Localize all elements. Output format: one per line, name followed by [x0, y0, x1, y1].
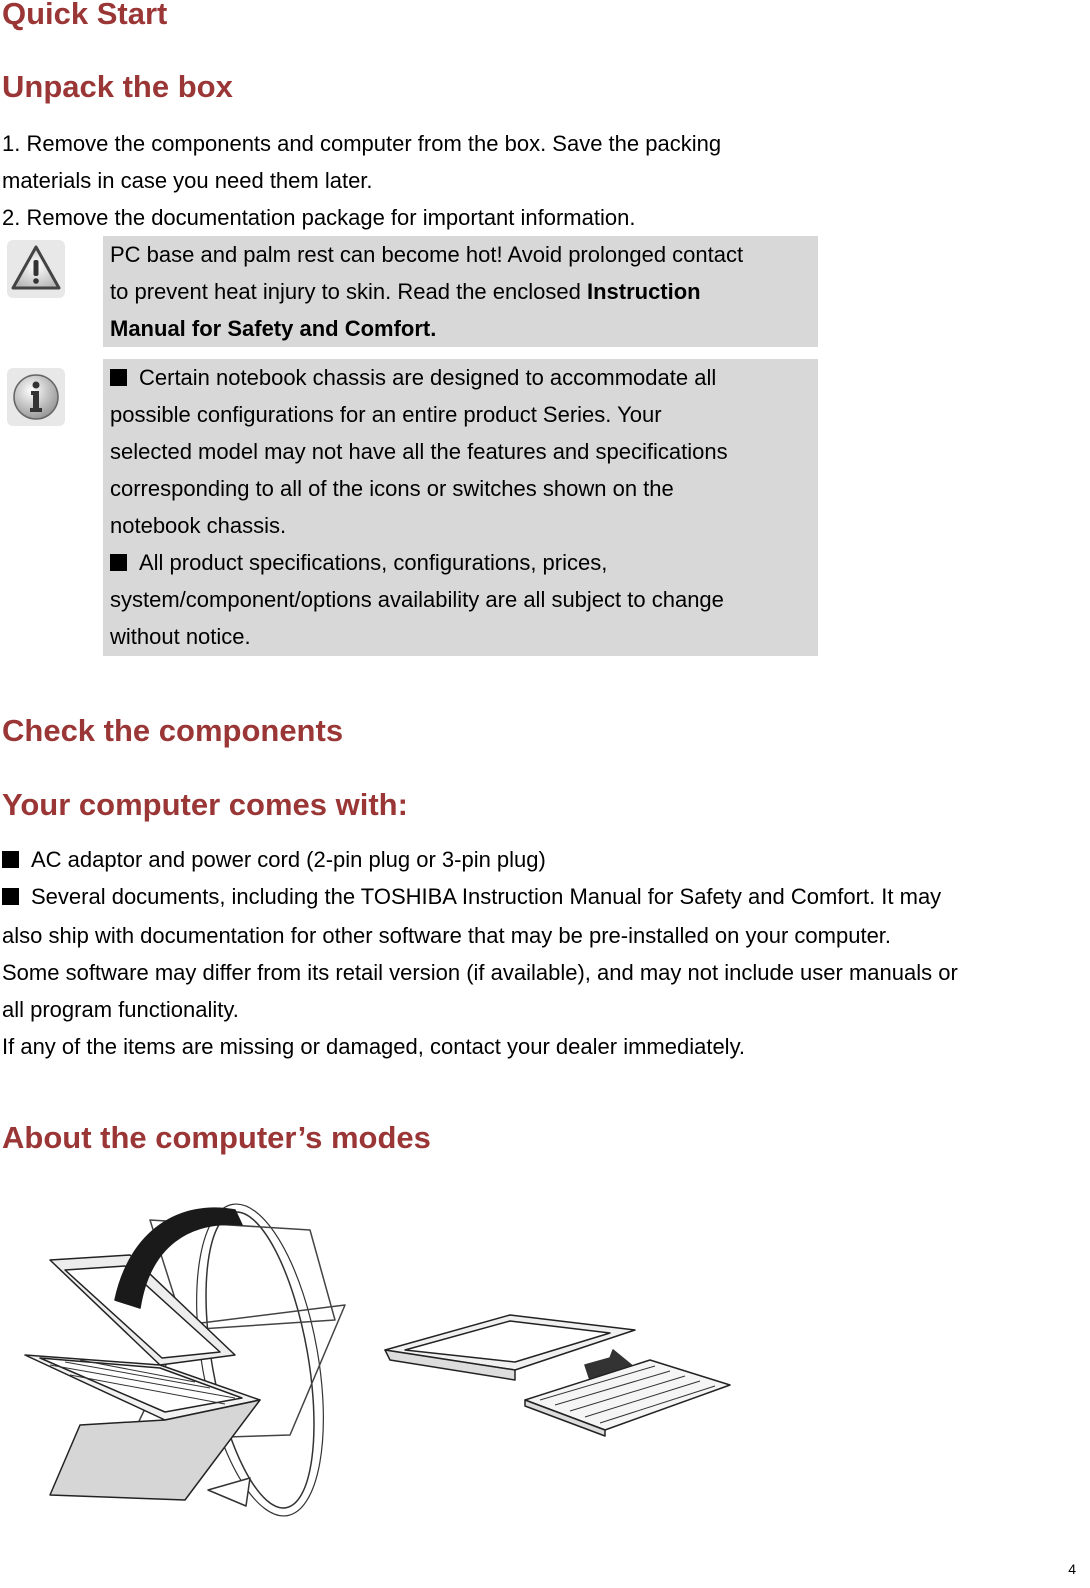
- subheading-comes-with: Your computer comes with:: [2, 787, 408, 822]
- step2: 2. Remove the documentation package for important information.: [2, 205, 636, 230]
- page-number: 4: [1068, 1561, 1076, 1577]
- software-note-line1: Some software may differ from its retail version (if available), and may not include user manuals or: [2, 960, 958, 985]
- warning-bold-a: Instruction: [586, 279, 701, 304]
- software-note-line2: all program functionality.: [2, 997, 239, 1022]
- warning-bold-b: Manual for Safety and Comfort.: [110, 316, 437, 341]
- info-bullet1-line4: corresponding to all of the icons or switches shown on the: [110, 476, 674, 501]
- warning-text-line1: PC base and palm rest can become hot! Avoid prolonged contact: [110, 242, 744, 267]
- info-icon: [5, 366, 67, 428]
- bullet-square-icon: [2, 888, 19, 905]
- warning-note: [103, 236, 818, 347]
- missing-items-note: If any of the items are missing or damaged, contact your dealer immediately.: [2, 1034, 746, 1059]
- info-bullet1-line5: notebook chassis.: [110, 513, 287, 538]
- component-item-2-line1: Several documents, including the TOSHIBA Instruction Manual for Safety and Comfort. It may: [2, 878, 941, 915]
- laptop-flip-illustration: [25, 1194, 345, 1525]
- info-bullet1-line2: possible configurations for an entire product Series. Your: [110, 402, 662, 427]
- info-bullet2-line2: system/component/options availability are all subject to change: [110, 587, 724, 612]
- step1-line1: 1. Remove the components and computer from the box. Save the packing: [2, 131, 722, 156]
- info-bullet2-line3: without notice.: [110, 624, 251, 649]
- warning-text-line3: [110, 310, 818, 347]
- component-item-1: AC adaptor and power cord (2-pin plug or 3-pin plug): [2, 841, 546, 878]
- section-heading-modes: About the computer’s modes: [2, 1120, 431, 1155]
- info-bullet1-line3: selected model may not have all the features and specifications: [110, 439, 728, 464]
- component-item-2-line2: also ship with documentation for other software that may be pre-installed on your computer.: [2, 923, 892, 948]
- bullet-square-icon: [110, 369, 127, 386]
- page-title: Quick Start: [2, 0, 168, 31]
- step1-line2: materials in case you need them later.: [2, 168, 373, 193]
- computer-modes-illustration: [10, 1190, 770, 1540]
- info-bullet1-line1: Certain notebook chassis are designed to accommodate all: [110, 359, 818, 396]
- section-heading-unpack: Unpack the box: [2, 69, 233, 104]
- laptop-detach-illustration: [385, 1315, 730, 1436]
- bullet-square-icon: [110, 554, 127, 571]
- warning-triangle-icon: [5, 238, 67, 300]
- warning-text-line2: to prevent heat injury to skin. Read the enclosed Instruction: [110, 279, 701, 304]
- section-heading-check: Check the components: [2, 713, 344, 748]
- info-note: [103, 359, 818, 656]
- bullet-square-icon: [2, 851, 19, 868]
- info-bullet2-line1: All product specifications, configurations, prices,: [110, 544, 818, 581]
